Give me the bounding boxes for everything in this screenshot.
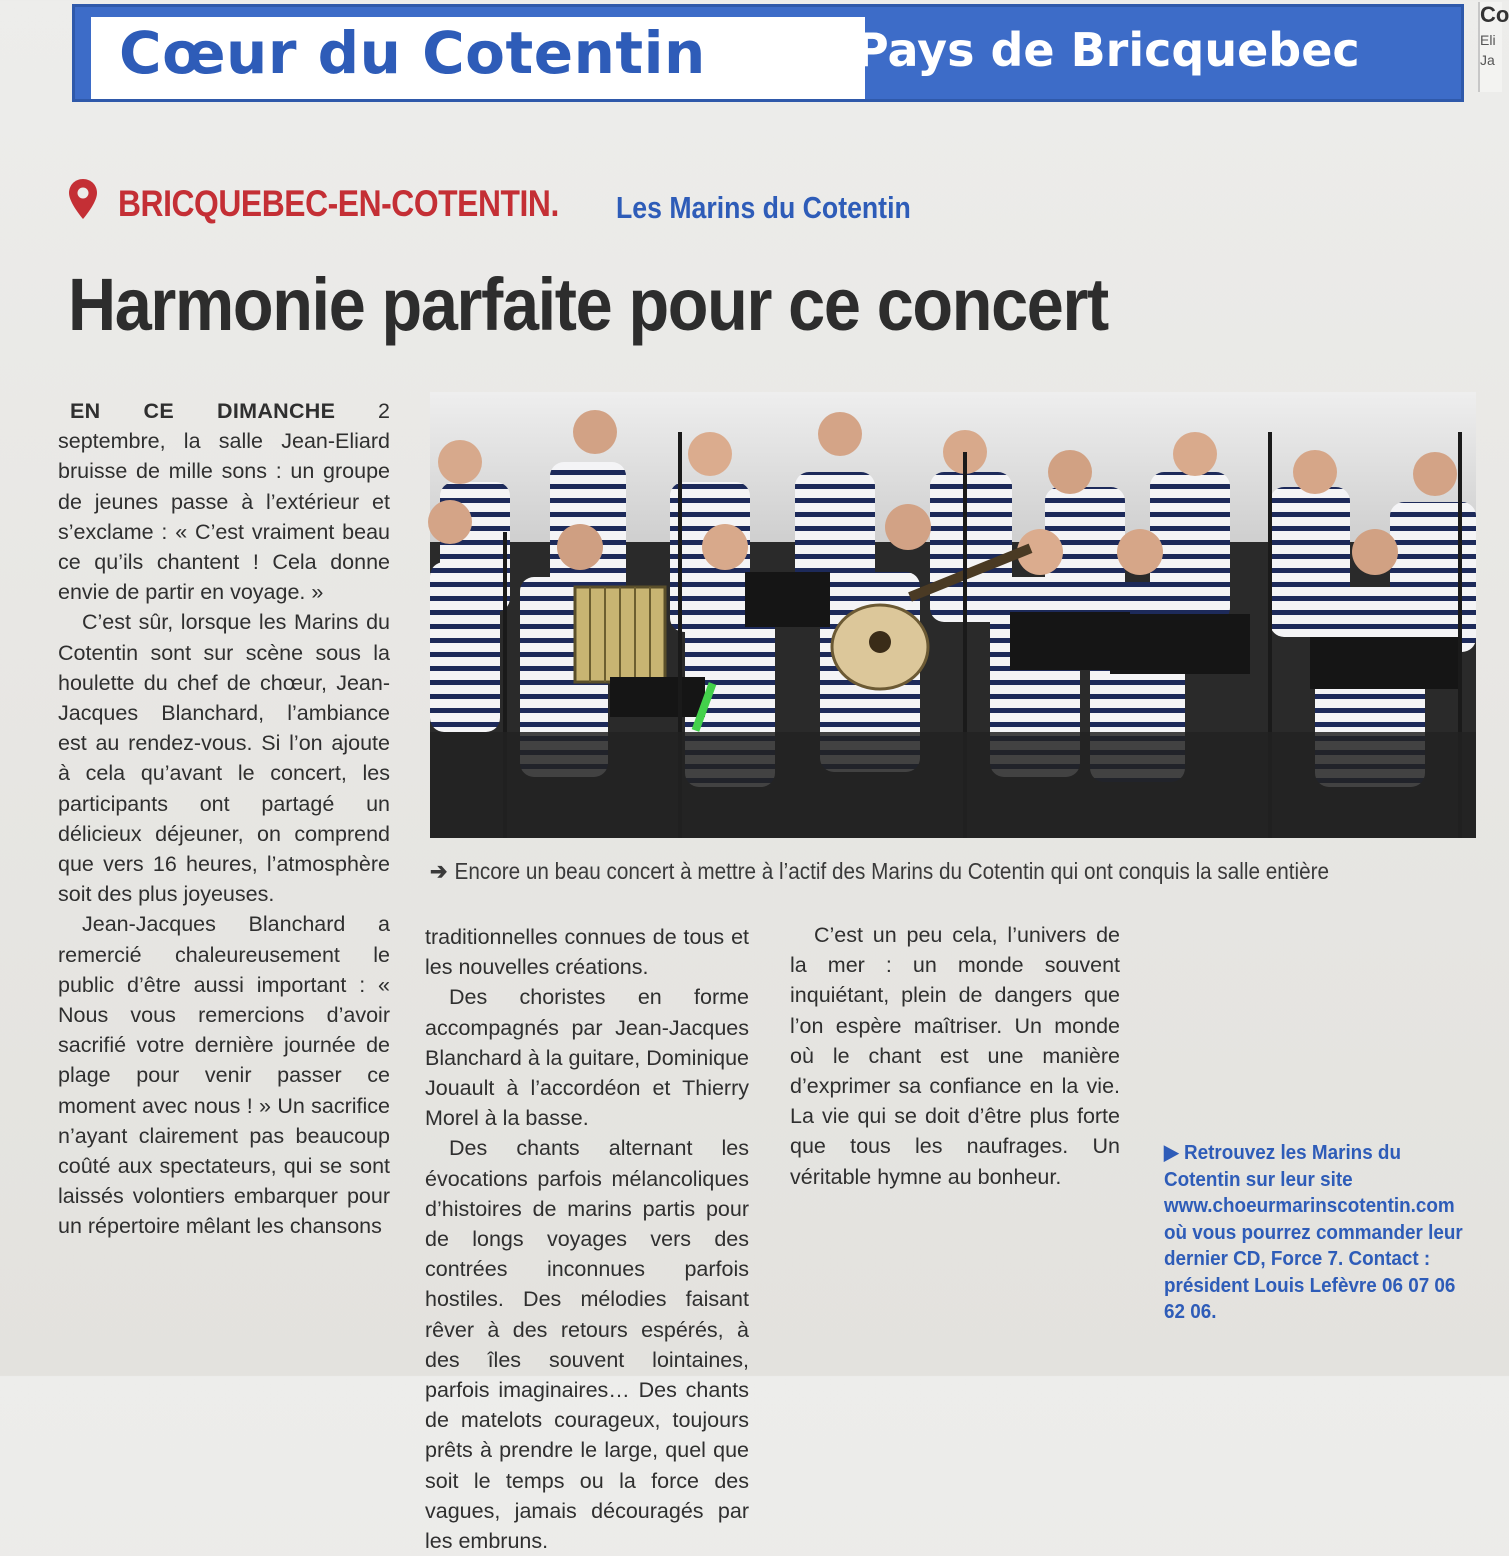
adjacent-title-fragment: Co xyxy=(1480,2,1509,27)
concert-photo xyxy=(430,392,1476,838)
photo-caption-text: Encore un beau concert à mettre à l’actif des Marins du Cotentin qui ont conquis la salle entière xyxy=(454,858,1330,884)
paragraph: Jean-Jacques Blanchard a remercié chaleureusement le public d’être aussi important : « Nous vous remercions d’avoir sacrifié votre dernière journée de plage pour venir passer ce moment avec nous ! » Un sacrifice n’ayant clairement pas beaucoup coûté aux spectateurs, qui se sont laissés volontiers embarquer pour un répertoire mêlant les chansons xyxy=(58,912,390,1239)
info-box xyxy=(1164,1140,1469,1326)
adjacent-line-fragment: Eli xyxy=(1480,32,1496,48)
kicker-location: BRICQUEBEC-EN-COTENTIN. xyxy=(118,183,559,224)
masthead-title-box xyxy=(91,17,865,99)
paragraph-text: 2 septembre, la salle Jean-Eliard bruisse de mille sons : un groupe de jeunes passe à l’extérieur et s’exclame : « C’est vraiment beau ce qu’ils chantent ! Cela donne envie de partir en voyage. » xyxy=(58,399,390,605)
adjacent-line-fragment: Ja xyxy=(1480,52,1495,68)
text-column-3 xyxy=(790,920,1120,1330)
lead-in: EN CE DIMANCHE xyxy=(70,399,336,423)
paragraph: Des chants alternant les évocations parfois mélancoliques d’histoires de marins partis pour de longs voyages vers des contrées inconnues parfois hostiles. Des mélodies faisant rêver à des retours espérés, à des îles souvent lointaines, parfois imaginaires… Des chants de matelots courageux, toujours prêts à prendre le large, quel que soit le temps ou la force des vagues, jamais découragés par les embruns. xyxy=(425,1136,749,1554)
paragraph: C’est un peu cela, l’univers de la mer : un monde souvent inquiétant, plein de dangers que l’on espère maîtriser. Un monde où le chant est une manière d’exprimer sa confiance en la vie. La vie qui se doit d’être plus forte que tous les naufrages. Un véritable hymne au bonheur. xyxy=(790,923,1120,1189)
masthead xyxy=(72,4,1464,102)
section-title: Cœur du Cotentin xyxy=(119,19,706,87)
arrow-right-icon: ➔ xyxy=(430,858,448,884)
choir-photo-illustration xyxy=(430,392,1476,838)
paragraph: traditionnelles connues de tous et les nouvelles créations. xyxy=(425,925,749,980)
location-pin-icon xyxy=(68,178,98,220)
paragraph: C’est sûr, lorsque les Marins du Cotentin sont sur scène sous la houlette du chef de chœur, Jean-Jacques Blanchard, l’ambiance est au rendez-vous. Si l’on ajoute à cela qu’avant le concert, les participants ont partagé un délicieux déjeuner, on comprend que vers 16 heures, l’atmosphère soit des plus joyeuses. xyxy=(58,610,390,907)
info-box-text: Retrouvez les Marins du Cotentin sur leur site www.choeurmarinscotentin.com où vous pourrez commander leur dernier CD, Force 7. Contact : président Louis Lefèvre 06 07 06 62 06. xyxy=(1164,1141,1463,1323)
paragraph: Des choristes en forme accompagnés par Jean-Jacques Blanchard à la guitare, Dominique Jouault à l’accordéon et Thierry Morel à la basse. xyxy=(425,985,749,1131)
photo-caption xyxy=(430,858,1329,885)
headline: Harmonie parfaite pour ce concert xyxy=(68,263,1108,346)
adjacent-page-edge xyxy=(1478,2,1509,92)
text-column-1 xyxy=(58,396,390,1326)
kicker-subject: Les Marins du Cotentin xyxy=(616,190,911,225)
paragraph xyxy=(58,396,390,607)
section-region: Pays de Bricquebec xyxy=(855,23,1360,77)
triangle-right-icon: ▶ xyxy=(1164,1141,1179,1164)
text-column-2 xyxy=(425,922,749,1554)
